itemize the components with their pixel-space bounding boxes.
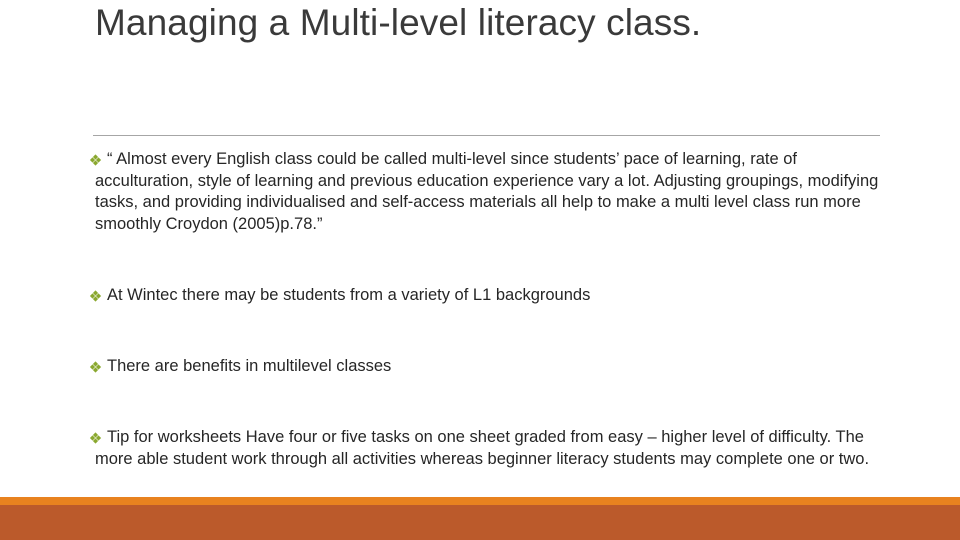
- bullet-item-wintec: [88, 285, 885, 307]
- slide-title: Managing a Multi-level literacy class.: [95, 2, 702, 43]
- bullet-text: At Wintec there may be students from a variety of L1 backgrounds: [107, 286, 591, 304]
- diamond-bullet-icon: [88, 356, 104, 377]
- title-divider: [93, 135, 880, 136]
- bullet-text: There are benefits in multilevel classes: [107, 357, 392, 375]
- bullet-item-worksheet-tip: [88, 427, 885, 470]
- bullet-text: Tip for worksheets Have four or five tasks on one sheet graded from easy – higher level of difficulty. The more able student work through all activities whereas beginner literacy students may complete one or two.: [95, 428, 870, 468]
- diamond-bullet-icon: [88, 149, 104, 170]
- bullet-item-quote: [88, 149, 885, 235]
- diamond-bullet-icon: [88, 285, 104, 306]
- footer-accent-stripe: [0, 497, 960, 505]
- bullet-text: “ Almost every English class could be called multi-level since students’ pace of learning, rate of acculturation, style of learning and previous education experience vary a lot. Adjusting groupings, modifying tasks, and providing individualised and self-access materials all help to make a multi level class run more smoothly Croydon (2005)p.78.”: [95, 150, 879, 233]
- bullet-item-benefits: [88, 356, 885, 378]
- diamond-bullet-icon: [88, 427, 104, 448]
